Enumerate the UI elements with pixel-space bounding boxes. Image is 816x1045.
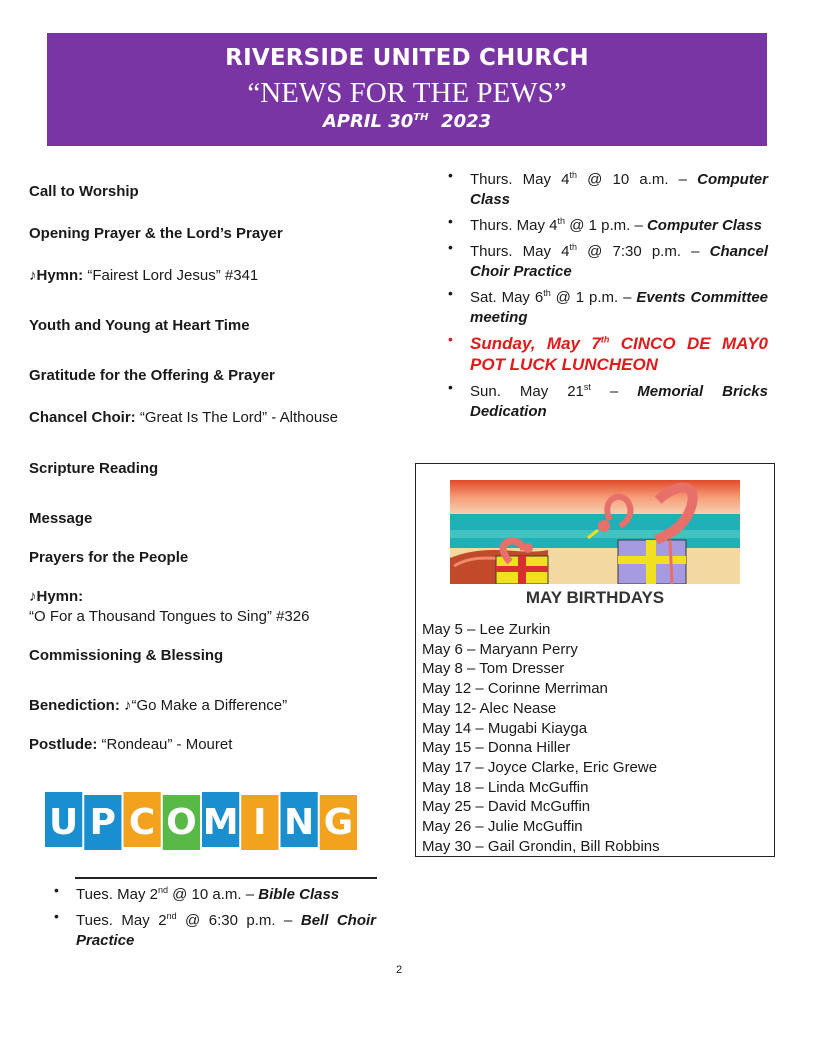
birthdays-box — [415, 463, 775, 857]
postlude: Postlude: “Rondeau” - Mouret — [29, 736, 233, 753]
upcoming-letter-tile — [241, 795, 278, 850]
page-number: 2 — [395, 964, 403, 976]
svg-text:U: U — [49, 802, 79, 843]
upcoming-events-list-2 — [50, 880, 376, 952]
hymn-2-label: ♪Hymn: — [29, 588, 84, 605]
birthday-entry: May 8 – Tom Dresser — [422, 660, 565, 678]
birthday-entry: May 5 – Lee Zurkin — [422, 621, 551, 638]
may-birthdays-caption: MAY BIRTHDAYS — [525, 588, 665, 607]
message: Message — [29, 510, 93, 527]
newsletter-date: APRIL 30TH 2023 — [322, 111, 492, 132]
birthday-entry: May 15 – Donna Hiller — [422, 739, 571, 757]
call-to-worship: Call to Worship — [29, 183, 139, 200]
opening-prayer: Opening Prayer & the Lord’s Prayer — [29, 225, 283, 242]
upcoming-letter-tile — [124, 792, 161, 847]
birthday-entry: May 18 – Linda McGuffin — [422, 778, 589, 796]
hymn-1: ♪Hymn: “Fairest Lord Jesus” #341 — [29, 267, 259, 284]
upcoming-letter-tile — [320, 795, 357, 850]
event-item: • Sun. May 21st – Memorial Bricks Dedication — [444, 377, 768, 422]
benediction: Benediction: ♪“Go Make a Difference” — [29, 697, 288, 714]
newsletter-title: “NEWS FOR THE PEWS” — [247, 77, 567, 109]
svg-text:C: C — [128, 802, 156, 843]
newsletter-banner — [47, 33, 767, 146]
svg-text:M: M — [202, 802, 239, 843]
birthday-entry: May 26 – Julie McGuffin — [422, 818, 583, 836]
birthday-entry: May 25 – David McGuffin — [422, 798, 591, 816]
upcoming-letter-tile — [281, 792, 318, 847]
event-item: • Tues. May 2nd @ 6:30 p.m. – Bell Choir Practice — [50, 906, 376, 951]
upcoming-letter-tile — [45, 792, 82, 847]
flamingo-birthday-illustration — [450, 480, 740, 608]
youth-time: Youth and Young at Heart Time — [29, 317, 250, 334]
upcoming-events-list — [444, 165, 768, 423]
svg-text:I: I — [253, 802, 267, 843]
event-item: • Tues. May 2nd @ 10 a.m. – Bible Class — [50, 880, 376, 905]
svg-text:N: N — [284, 802, 315, 843]
svg-text:G: G — [323, 802, 354, 843]
divider-line — [75, 877, 377, 879]
upcoming-letter-tile — [84, 795, 121, 850]
upcoming-letter-tile — [202, 792, 239, 847]
birthday-entry: May 17 – Joyce Clarke, Eric Grewe — [422, 758, 658, 776]
scripture-reading: Scripture Reading — [29, 460, 159, 477]
svg-text:P: P — [89, 802, 117, 843]
birthday-entry: May 12- Alec Nease — [422, 699, 557, 717]
event-item: • Thurs. May 4th @ 7:30 p.m. – Chancel Choir Practice — [444, 237, 768, 282]
chancel-choir: Chancel Choir: “Great Is The Lord” - Althouse — [29, 409, 339, 426]
birthday-list — [422, 620, 660, 856]
birthday-entry: May 30 – Gail Grondin, Bill Robbins — [422, 837, 660, 855]
event-item: • Thurs. May 4th @ 1 p.m. – Computer Class — [444, 211, 768, 236]
gratitude-offering: Gratitude for the Offering & Prayer — [29, 367, 275, 384]
event-item: • Sunday, May 7th CINCO DE MAY0 POT LUCK LUNCHEON — [444, 329, 768, 376]
church-name: RIVERSIDE UNITED CHURCH — [225, 45, 589, 71]
prayers-for-people: Prayers for the People — [29, 549, 189, 566]
birthday-entry: May 6 – Maryann Perry — [422, 640, 578, 658]
upcoming-letter-tile — [163, 795, 200, 850]
event-item: • Sat. May 6th @ 1 p.m. – Events Committee meeting — [444, 283, 768, 328]
birthday-entry: May 14 – Mugabi Kiayga — [422, 719, 588, 737]
birthday-entry: May 12 – Corinne Merriman — [422, 680, 608, 698]
svg-text:O: O — [166, 802, 197, 843]
commissioning-blessing: Commissioning & Blessing — [29, 647, 224, 664]
hymn-2-title: “O For a Thousand Tongues to Sing” #326 — [29, 608, 310, 625]
upcoming-logo — [44, 792, 358, 850]
event-item: • Thurs. May 4th @ 10 a.m. – Computer Class — [444, 165, 768, 210]
